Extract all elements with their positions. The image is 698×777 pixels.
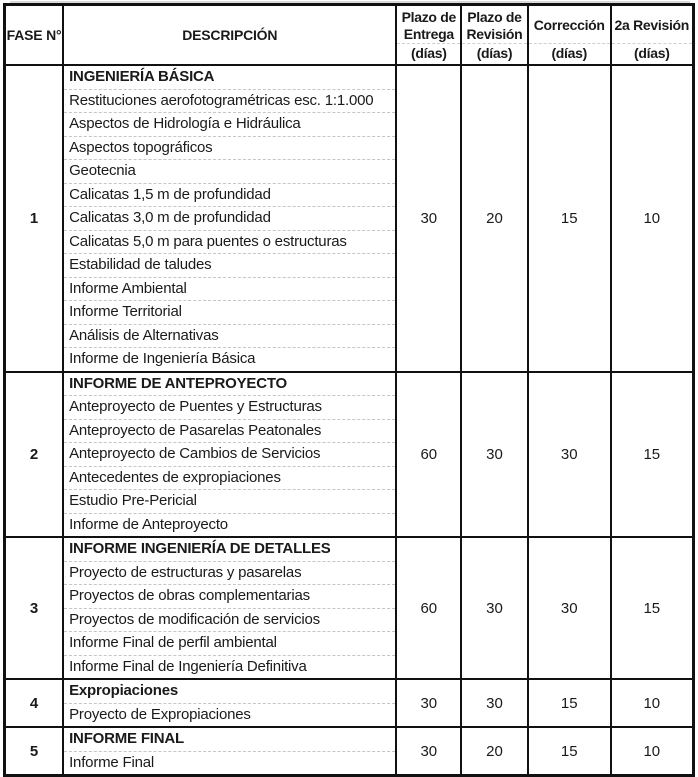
description-item: Informe Final de perfil ambiental: [64, 632, 395, 656]
header-plazo-entrega: [396, 5, 461, 66]
description-item: Anteproyecto de Pasarelas Peatonales: [64, 420, 395, 444]
description-item: Estabilidad de taludes: [64, 254, 395, 278]
header-correccion: [528, 5, 611, 66]
description-item: Anteproyecto de Cambios de Servicios: [64, 443, 395, 467]
value-correccion: 15: [528, 65, 611, 372]
value-plazo-revision: 30: [461, 372, 528, 538]
header-plazo-revision: [461, 5, 528, 66]
description-item: Informe Ambiental: [64, 278, 395, 302]
header-plazo-entrega-label: Plazo de Entrega: [401, 8, 456, 42]
description-cell: [63, 537, 396, 679]
description-item: Aspectos topográficos: [64, 137, 395, 161]
value-plazo-revision: 30: [461, 537, 528, 679]
description-item: Geotecnia: [64, 160, 395, 184]
value-correccion: 15: [528, 727, 611, 776]
header-descripcion-label: DESCRIPCIÓN: [182, 26, 278, 43]
fase-number: 5: [5, 727, 64, 776]
header-fase-label: FASE N°: [6, 26, 62, 43]
description-item: Calicatas 3,0 m de profundidad: [64, 207, 395, 231]
value-2a-revision: 15: [611, 372, 694, 538]
value-correccion: 15: [528, 679, 611, 727]
fase-number: 4: [5, 679, 64, 727]
description-item: Análisis de Alternativas: [64, 325, 395, 349]
phase-title: Expropiaciones: [64, 680, 395, 704]
header-plazo-entrega-unit: (días): [397, 43, 460, 64]
description-item: Proyectos de modificación de servicios: [64, 609, 395, 633]
value-correccion: 30: [528, 372, 611, 538]
header-plazo-revision-unit: (días): [462, 43, 527, 64]
value-2a-revision: 10: [611, 727, 694, 776]
header-row: [5, 5, 694, 66]
description-item: Anteproyecto de Puentes y Estructuras: [64, 396, 395, 420]
description-item: Aspectos de Hidrología e Hidráulica: [64, 113, 395, 137]
phase-title: INFORME FINAL: [64, 728, 395, 752]
header-2a-revision: [611, 5, 694, 66]
value-correccion: 30: [528, 537, 611, 679]
value-plazo-entrega: 60: [396, 537, 461, 679]
description-item: Informe Final: [69, 753, 155, 771]
description-item: Antecedentes de expropiaciones: [64, 467, 395, 491]
value-2a-revision: 10: [611, 679, 694, 727]
description-item: Calicatas 5,0 m para puentes o estructuras: [64, 231, 395, 255]
value-plazo-entrega: 30: [396, 727, 461, 776]
description-cell: [63, 65, 396, 372]
description-cell: [63, 727, 396, 776]
phases-schedule-table: [3, 3, 695, 777]
value-plazo-revision: 20: [461, 65, 528, 372]
value-plazo-revision: 20: [461, 727, 528, 776]
description-item: Informe de Ingeniería Básica: [69, 350, 256, 367]
description-item: Estudio Pre-Pericial: [64, 490, 395, 514]
description-item: Informe de Anteproyecto: [69, 515, 228, 533]
fase-number: 1: [5, 65, 64, 372]
value-plazo-entrega: 30: [396, 679, 461, 727]
phase-title: INFORME INGENIERÍA DE DETALLES: [64, 538, 395, 562]
fase-number: 3: [5, 537, 64, 679]
value-plazo-revision: 30: [461, 679, 528, 727]
description-item: Restituciones aerofotogramétricas esc. 1:1.000: [64, 90, 395, 114]
value-2a-revision: 10: [611, 65, 694, 372]
phase-row: [5, 537, 694, 679]
phase-row: [5, 372, 694, 538]
header-descripcion: [63, 5, 396, 66]
value-2a-revision: 15: [611, 537, 694, 679]
description-item: Proyectos de obras complementarias: [64, 585, 395, 609]
description-item: Informe Final de Ingeniería Definitiva: [69, 657, 307, 675]
header-correccion-unit: (días): [529, 43, 610, 64]
header-2a-revision-label: 2a Revisión: [614, 17, 690, 33]
header-plazo-revision-label: Plazo de Revisión: [466, 8, 523, 42]
header-fase: [5, 5, 64, 66]
description-item: Proyecto de estructuras y pasarelas: [64, 562, 395, 586]
description-item: Proyecto de Expropiaciones: [69, 705, 251, 723]
phase-row: [5, 679, 694, 727]
value-plazo-entrega: 60: [396, 372, 461, 538]
phase-row: [5, 65, 694, 372]
description-cell: [63, 372, 396, 538]
phase-title: INFORME DE ANTEPROYECTO: [64, 373, 395, 397]
phase-row: [5, 727, 694, 776]
description-item: Informe Territorial: [64, 301, 395, 325]
header-correccion-label: Corrección: [533, 17, 605, 33]
value-plazo-entrega: 30: [396, 65, 461, 372]
header-2a-revision-unit: (días): [612, 43, 692, 64]
description-item: Calicatas 1,5 m de profundidad: [64, 184, 395, 208]
phase-title: INGENIERÍA BÁSICA: [64, 66, 395, 90]
description-cell: [63, 679, 396, 727]
fase-number: 2: [5, 372, 64, 538]
